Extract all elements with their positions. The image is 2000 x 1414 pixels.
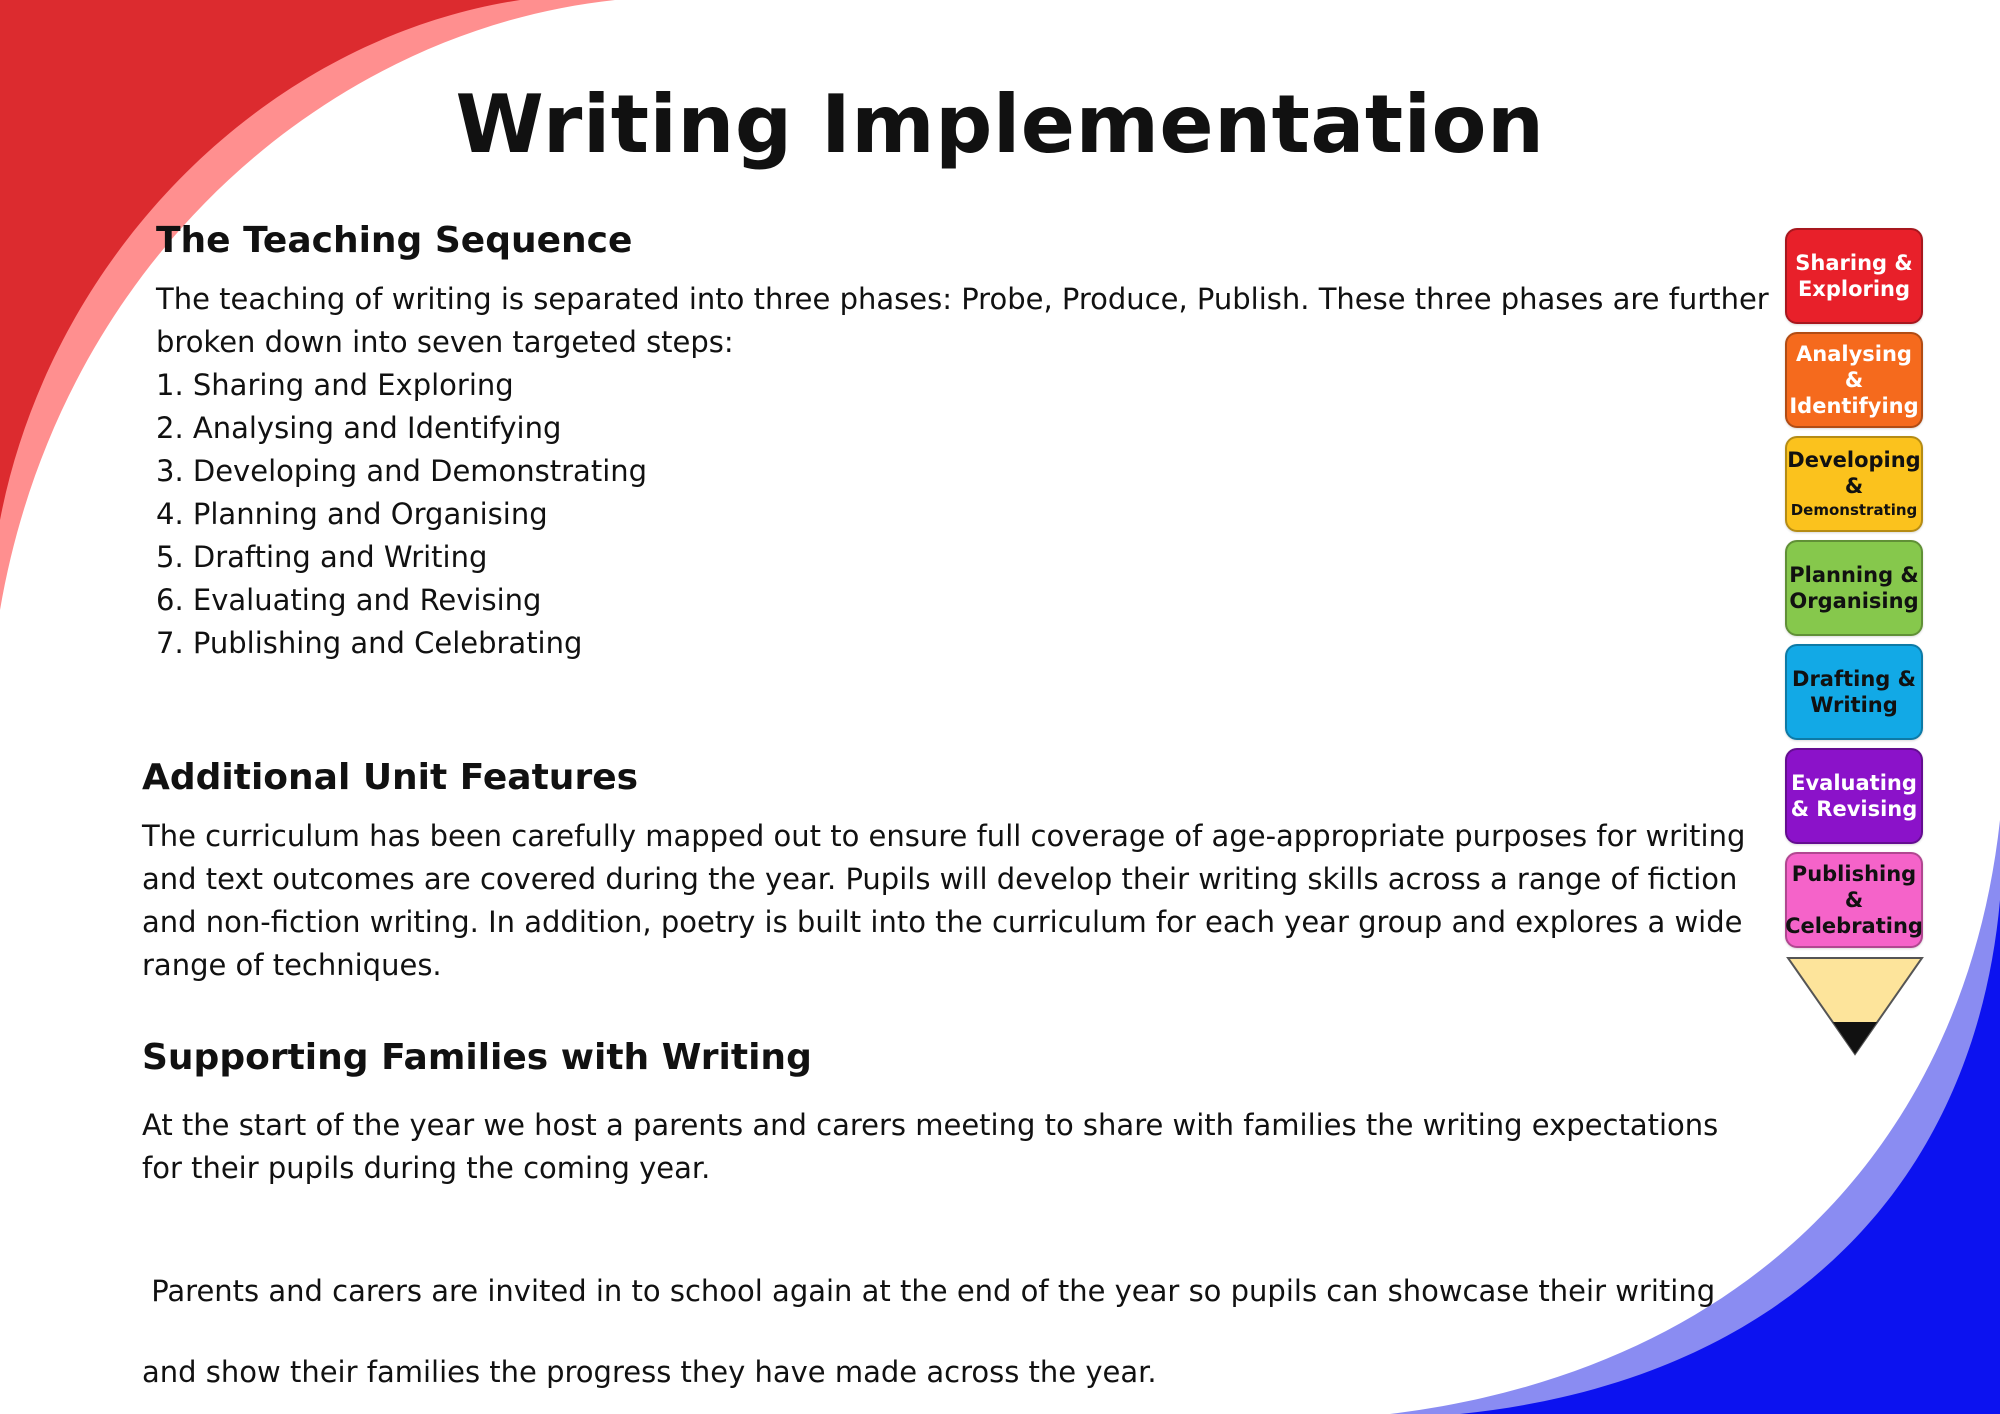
teaching-sequence-heading: The Teaching Sequence: [156, 220, 633, 261]
paragraph-line: and text outcomes are covered during the year. Pupils will develop their writing skills across a range of fiction: [142, 862, 1738, 896]
segment-label-line: Developing: [1787, 448, 1921, 472]
pencil-lead: [1833, 1022, 1877, 1054]
segment-label-line: Exploring: [1797, 277, 1911, 301]
segment-label-line: Analysing: [1796, 342, 1912, 366]
supporting-families-paragraph-1: [142, 1104, 1718, 1190]
pencil-segment-evaluating-revising: [1785, 748, 1923, 844]
teaching-steps-list: [156, 364, 647, 665]
pencil-tip-icon: [1780, 956, 1930, 1056]
supporting-families-paragraph-2: [142, 1232, 1715, 1413]
teaching-sequence-intro-line-2: broken down into seven targeted steps:: [156, 325, 734, 359]
teaching-sequence-intro-line-1: The teaching of writing is separated into three phases: Probe, Produce, Publish. These three phases are further: [156, 282, 1769, 316]
pencil-segment-planning-organising: [1785, 540, 1923, 636]
segment-label-line: Organising: [1789, 589, 1919, 613]
paragraph-line: and show their families the progress they have made across the year.: [142, 1355, 1157, 1389]
segment-label-line: Celebrating: [1785, 914, 1923, 938]
segment-label-line: Planning &: [1789, 563, 1919, 587]
supporting-families-heading: Supporting Families with Writing: [142, 1037, 812, 1078]
paragraph-line: Parents and carers are invited in to school again at the end of the year so pupils can showcase their writing: [142, 1274, 1716, 1308]
additional-features-heading: Additional Unit Features: [142, 757, 639, 798]
pencil-segment-drafting-writing: [1785, 644, 1923, 740]
step-item: 1. Sharing and Exploring: [156, 368, 514, 402]
pencil-segment-analysing-identifying: [1785, 332, 1923, 428]
segment-label-line: & Revising: [1790, 797, 1918, 821]
step-item: 5. Drafting and Writing: [156, 540, 488, 574]
segment-label-line: Writing: [1810, 693, 1898, 717]
pencil-segment-developing-demonstrating: [1785, 436, 1923, 532]
step-item: 4. Planning and Organising: [156, 497, 548, 531]
pencil-segment-publishing-celebrating: [1785, 852, 1923, 948]
segment-label-line: Sharing &: [1795, 251, 1913, 275]
segment-label-line: Identifying: [1789, 394, 1919, 418]
pencil-segment-sharing-exploring: [1785, 228, 1923, 324]
segment-label-line: &: [1844, 888, 1864, 912]
page-title: Writing Implementation: [455, 78, 1545, 171]
paragraph-line: range of techniques.: [142, 948, 442, 982]
paragraph-line: and non-fiction writing. In addition, poetry is built into the curriculum for each year group and explores a wide: [142, 905, 1743, 939]
segment-label-line: Publishing: [1791, 862, 1917, 886]
segment-label-line: Drafting &: [1792, 667, 1916, 691]
segment-label-line: &: [1844, 368, 1864, 392]
paragraph-line: for their pupils during the coming year.: [142, 1151, 711, 1185]
segment-label-line: &: [1844, 474, 1864, 498]
segment-label-line: Evaluating: [1791, 771, 1917, 795]
step-item: 2. Analysing and Identifying: [156, 411, 562, 445]
paragraph-line: The curriculum has been carefully mapped out to ensure full coverage of age-appropriate purposes for writing: [142, 819, 1746, 853]
additional-features-paragraph: [142, 815, 1745, 987]
step-item: 7. Publishing and Celebrating: [156, 626, 583, 660]
step-item: 3. Developing and Demonstrating: [156, 454, 648, 488]
step-item: 6. Evaluating and Revising: [156, 583, 542, 617]
segment-label-line: Demonstrating: [1790, 501, 1918, 519]
paragraph-line: At the start of the year we host a parents and carers meeting to share with families the writing expectations: [142, 1108, 1719, 1142]
